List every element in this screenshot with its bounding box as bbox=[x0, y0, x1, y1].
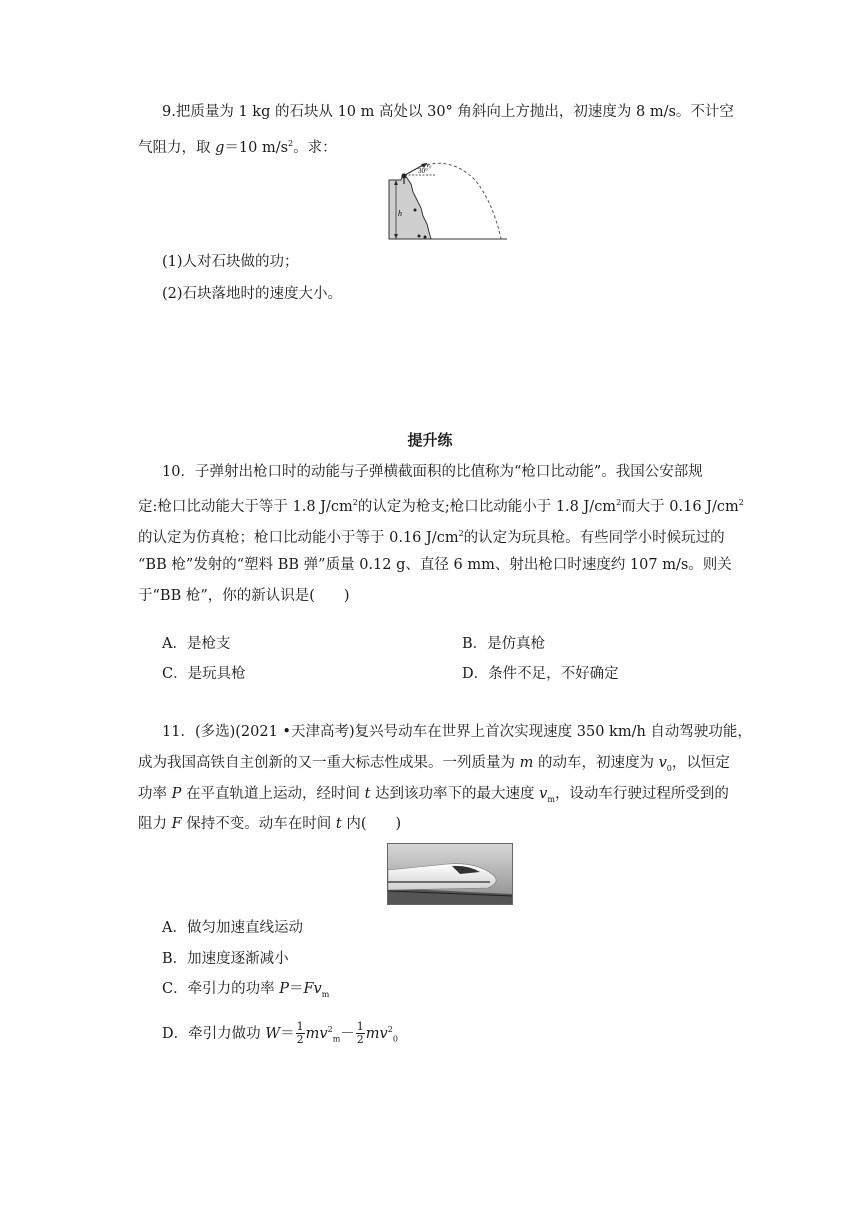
fraction-half-2: $\frac{1}{2}$ bbox=[356, 1020, 364, 1047]
projectile-diagram bbox=[385, 160, 510, 242]
q11-line4: 阻力 F 保持不变。动车在时间 t 内( ) bbox=[138, 816, 402, 832]
q11-option-d[interactable]: D．牵引力做功 W＝ $\frac{1}{2}$ $mv^2_m-$ $\frac{1}{2}$ $mv^2_0$ bbox=[162, 1020, 398, 1047]
q10-option-a[interactable]: A．是枪支 bbox=[162, 636, 231, 652]
q9-sub1: (1)人对石块做的功； bbox=[162, 254, 299, 270]
q10-option-d[interactable]: D．条件不足，不好确定 bbox=[462, 666, 619, 682]
q10-option-b[interactable]: B．是仿真枪 bbox=[462, 636, 546, 652]
q10-line3: 的认定为仿真枪；枪口比动能小于等于 0.16 $J/cm^2$的认定为玩具枪。有些同学小时候玩过的 bbox=[138, 529, 725, 546]
q9-sub2: (2)石块落地时的速度大小。 bbox=[162, 286, 343, 302]
q11-option-a[interactable]: A．做匀加速直线运动 bbox=[162, 920, 303, 936]
angle-label: 30° bbox=[418, 167, 428, 175]
q11-line1: 11．(多选)(2021 •天津高考)复兴号动车在世界上首次实现速度 350 km/h 自动驾驶功能， bbox=[162, 724, 752, 740]
q9-line1: 9.把质量为 1 kg 的石块从 10 m 高处以 30° 角斜向上方抛出，初速度为 8 m/s。不计空 bbox=[162, 104, 734, 120]
q10-line2: 定:枪口比动能大于等于 1.8 $J/cm^2$的认定为枪支;枪口比动能小于 1.8 $J/cm^2$而大于 0.16 $J/cm^2$ bbox=[138, 498, 744, 515]
q10-line1: 10．子弹射出枪口时的动能与子弹横截面积的比值称为“枪口比动能”。我国公安部规 bbox=[162, 464, 703, 480]
q11-option-b[interactable]: B．加速度逐渐减小 bbox=[162, 951, 289, 967]
q11-line2: 成为我国高铁自主创新的又一重大标志性成果。一列质量为 m 的动车，初速度为 $v_0$，以恒定 bbox=[138, 755, 730, 773]
q10-option-c[interactable]: C．是玩具枪 bbox=[162, 666, 246, 682]
q11-option-c[interactable]: C．牵引力的功率 $P=Fv_m$ bbox=[162, 981, 330, 999]
section-title: 提升练 bbox=[407, 431, 453, 449]
height-label: h bbox=[398, 209, 402, 218]
fraction-half: $\frac{1}{2}$ bbox=[296, 1020, 304, 1047]
v0-label: v₀ bbox=[426, 161, 432, 169]
q9-line2: 气阻力，取 g＝10 $m/s^2$。求： bbox=[138, 139, 337, 156]
train-photo bbox=[387, 843, 513, 905]
q10-line5: 于“BB 枪”，你的新认识是( ) bbox=[138, 588, 350, 604]
q10-line4: “BB 枪”发射的“塑料 BB 弹”质量 0.12 g、直径 6 mm、射出枪口时速度约 107 m/s。则关 bbox=[138, 557, 732, 573]
q11-line3: 功率 P 在平直轨道上运动，经时间 t 达到该功率下的最大速度 $v_m$，设动车行驶过程所受到的 bbox=[138, 786, 729, 804]
